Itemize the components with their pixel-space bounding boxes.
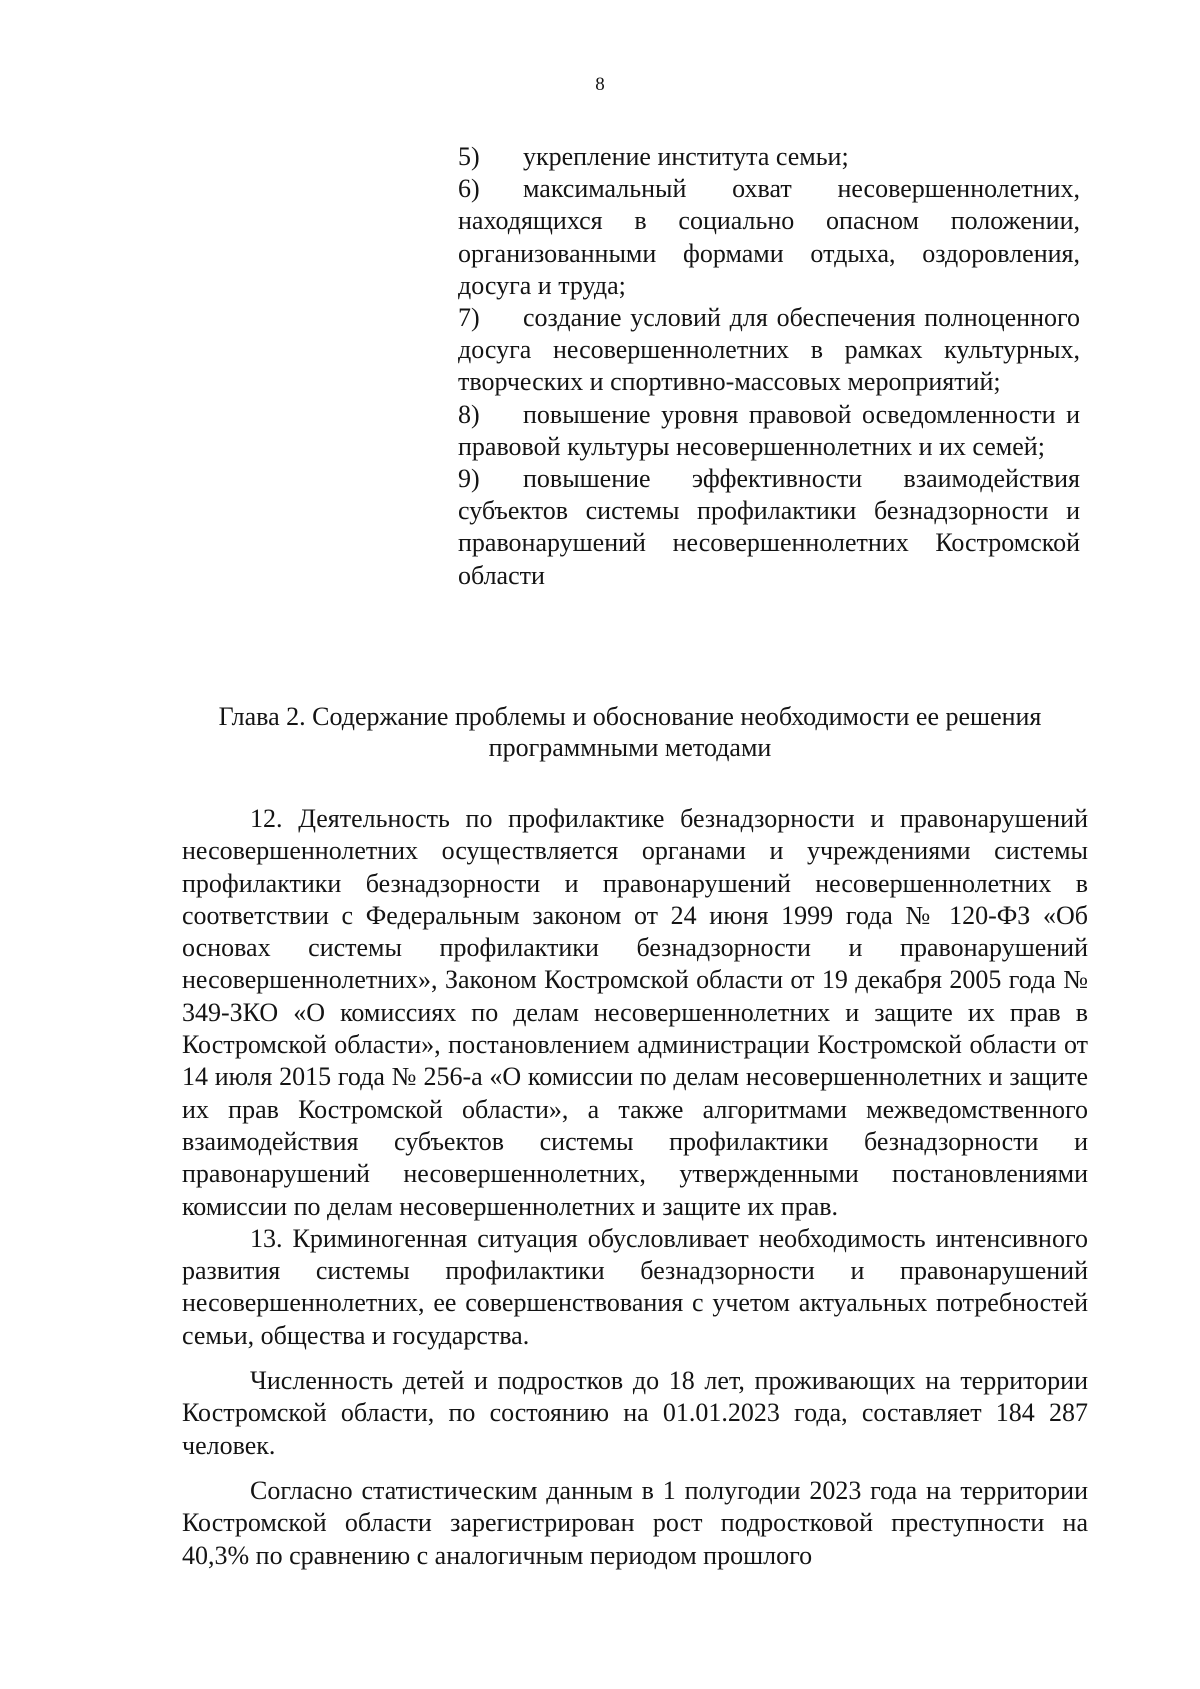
list-item-text: максимальный охват несовершеннолетних, находящихся в социально опасном положении, организованными формами отдыха, оздоровления, досуга и труда; xyxy=(458,174,1080,300)
list-item-text: повышение эффективности взаимодействия субъектов системы профилактики безнадзорности и правонарушений несовершеннолетних Костромской области xyxy=(458,464,1080,590)
list-item xyxy=(458,399,1080,463)
paragraph: Численность детей и подростков до 18 лет, проживающих на территории Костромской области, по состоянию на 01.01.2023 года, составляет 184 287 человек. xyxy=(182,1366,1088,1460)
page-number: 8 xyxy=(595,74,605,95)
list-item xyxy=(458,141,1080,173)
paragraph: 13. Криминогенная ситуация обусловливает необходимость интенсивного развития системы профилактики безнадзорности и правонарушений несовершеннолетних, ее совершенствования с учетом актуальных потребностей семьи, общества и государства. xyxy=(182,1223,1088,1350)
chapter-heading-line: Глава 2. Содержание проблемы и обоснование необходимости ее решения xyxy=(218,702,1042,731)
list-item xyxy=(458,463,1080,592)
list-item-number: 8) xyxy=(458,399,480,429)
paragraph: Согласно статистическим данным в 1 полугодии 2023 года на территории Костромской области зарегистрирован рост подростковой преступности на 40,3% по сравнению с аналогичным периодом прошлого xyxy=(182,1475,1088,1570)
list-item-number: 9) xyxy=(458,464,480,494)
list-item-text: повышение уровня правовой осведомленности и правовой культуры несовершеннолетних и их семей; xyxy=(458,399,1080,461)
list-item-number: 5) xyxy=(458,142,480,171)
list-item xyxy=(458,173,1080,302)
body-text xyxy=(182,803,1088,1572)
list-item-number: 7) xyxy=(458,303,480,333)
list-item xyxy=(458,302,1080,399)
chapter-heading-line: программными методами xyxy=(488,733,772,762)
list-item-text: укрепление института семьи; xyxy=(523,142,849,171)
list-item-number: 6) xyxy=(458,174,480,204)
paragraph: 12. Деятельность по профилактике безнадзорности и правонарушений несовершеннолетних осуществляется органами и учреждениями системы профилактики безнадзорности и правонарушений несовершеннолетних в соответствии с Федеральным законом от 24 июня 1999 года № 120-ФЗ «Об основах системы профилактики безнадзорности и правонарушений несовершеннолетних», Законом Костромской области от 19 декабря 2005 года № 349-ЗКО «О комиссиях по делам несовершеннолетних и защите их прав в Костромской области», постановлением администрации Костромской области от 14 июля 2015 года № 256-а «О комиссии по делам несовершеннолетних и защите их прав Костромской области», а также алгоритмами межведомственного взаимодействия субъектов системы профилактики безнадзорности и правонарушений несовершеннолетних, утвержденными постановлениями комиссии по делам несовершеннолетних и защите их прав. xyxy=(182,804,1088,1221)
chapter-heading xyxy=(150,701,1110,763)
goals-list xyxy=(458,141,1080,592)
list-item-text: создание условий для обеспечения полноценного досуга несовершеннолетних в рамках культурных, творческих и спортивно-массовых мероприятий; xyxy=(458,303,1080,397)
